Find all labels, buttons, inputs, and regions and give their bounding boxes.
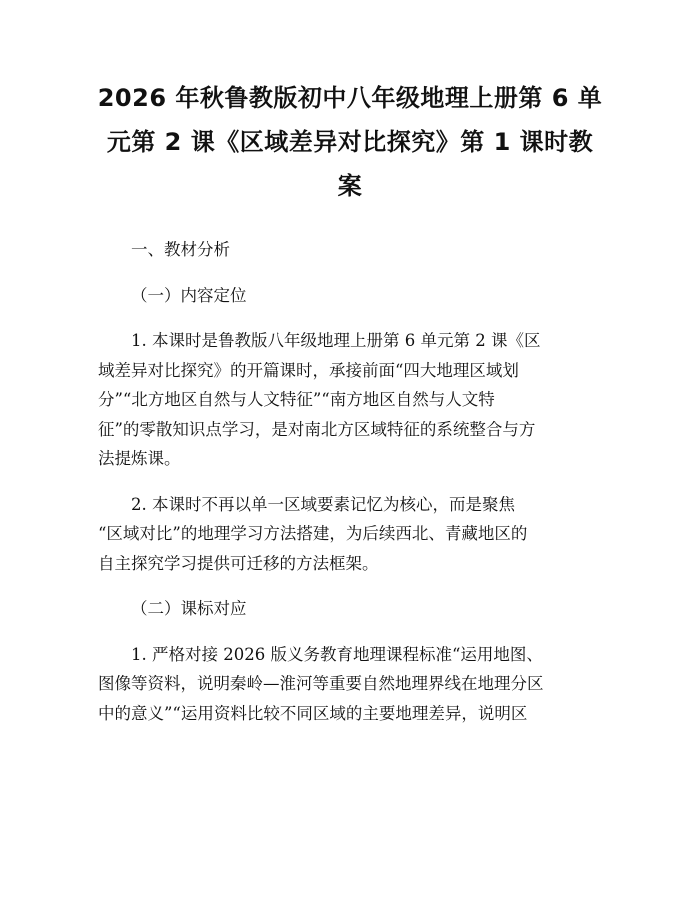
paragraph-line: 图像等资料，说明秦岭—淮河等重要自然地理界线在地理分区 xyxy=(98,674,544,693)
paragraph-line: 法提炼课。 xyxy=(98,449,181,468)
paragraph-line: 分”“北方地区自然与人文特征”“南方地区自然与人文特 xyxy=(98,390,495,409)
paragraph-line: 中的意义”“运用资料比较不同区域的主要地理差异，说明区 xyxy=(98,703,528,723)
paragraph-line: 1. 本课时是鲁教版八年级地理上册第 6 单元第 2 课《区 xyxy=(131,331,541,350)
paragraph-line: “区域对比”的地理学习方法搭建，为后续西北、青藏地区的 xyxy=(98,524,528,543)
subsection-heading-content-positioning: （一）内容定位 xyxy=(131,285,247,305)
title-line: 案 xyxy=(337,172,363,200)
document-body xyxy=(98,235,604,744)
paragraph-2 xyxy=(98,490,604,579)
paragraph-1 xyxy=(98,326,604,474)
title-line: 元第 2 课《区域差异对比探究》第 1 课时教 xyxy=(106,128,594,156)
paragraph-line: 自主探究学习提供可迁移的方法框架。 xyxy=(98,553,379,573)
paragraph-line: 域差异对比探究》的开篇课时，承接前面“四大地理区域划 xyxy=(98,360,519,380)
paragraph-line: 1. 严格对接 2026 版义务教育地理课程标准“运用地图、 xyxy=(131,644,543,664)
subsection-heading-curriculum-standards: （二）课标对应 xyxy=(131,599,247,618)
title-line: 2026 年秋鲁教版初中八年级地理上册第 6 单 xyxy=(97,84,603,112)
paragraph-line: 2. 本课时不再以单一区域要素记忆为核心，而是聚焦 xyxy=(131,494,515,514)
document-title xyxy=(96,76,604,208)
section-heading-textbook-analysis: 一、教材分析 xyxy=(131,240,230,259)
paragraph-3 xyxy=(98,640,604,729)
paragraph-line: 征”的零散知识点学习，是对南北方区域特征的系统整合与方 xyxy=(98,419,536,439)
